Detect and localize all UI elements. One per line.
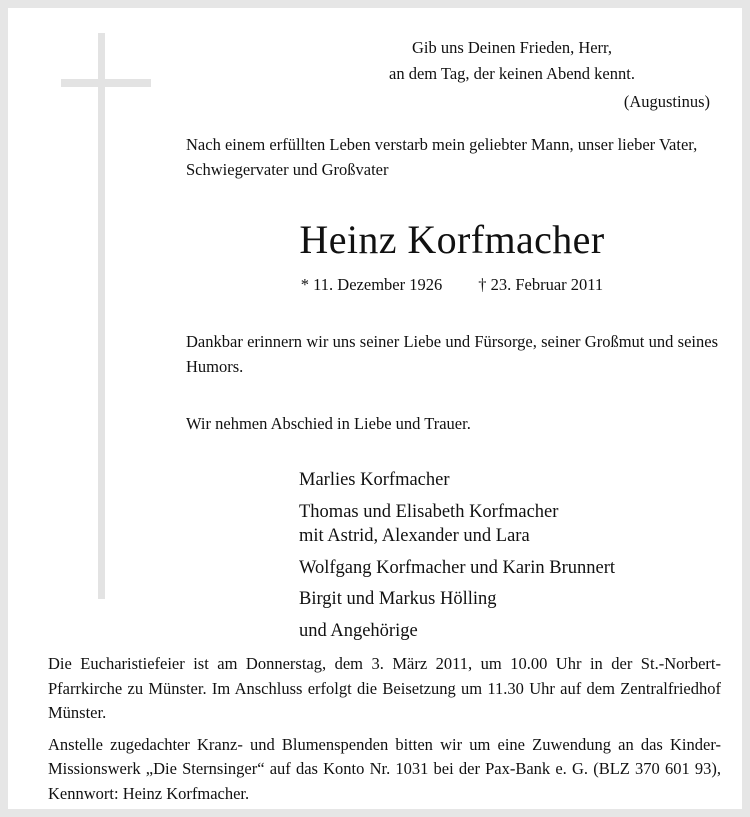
list-item: Wolfgang Korfmacher und Karin Brunnert — [299, 557, 615, 578]
epigraph-line-1: Gib uns Deinen Frieden, Herr, — [411, 38, 613, 57]
epigraph-line-2: an dem Tag, der keinen Abend kennt. — [389, 64, 635, 83]
deceased-name: Heinz Korfmacher — [299, 217, 605, 262]
survivors-list — [186, 436, 718, 644]
farewell-text: Wir nehmen Abschied in Liebe und Trauer. — [186, 414, 471, 433]
obituary-card — [8, 8, 742, 809]
obituary-body — [186, 132, 718, 644]
list-item: mit Astrid, Alexander und Lara — [299, 526, 530, 546]
life-dates — [186, 264, 718, 297]
cross-horizontal-bar — [61, 79, 151, 87]
service-details: Die Eucharistiefeier ist am Donnerstag, dem 3. März 2011, um 10.00 Uhr in der St.-Norbert-Pfarrkirche zu Münster. Im Anschluss erfolgt die Beisetzung um 11.30 Uhr auf dem Zentralfriedhof Münster. — [48, 654, 721, 722]
death-date: † 23. Februar 2011 — [478, 275, 604, 294]
list-item: Birgit und Markus Hölling — [299, 589, 497, 609]
list-item: Marlies Korfmacher — [299, 470, 450, 490]
donation-details: Anstelle zugedachter Kranz- und Blumenspenden bitten wir um eine Zuwendung an das Kinder-Missionswerk „Die Sternsinger“ auf das Konto Nr. 1031 bei der Pax-Bank e. G. (BLZ 370 601 93), Kennwort: Heinz Korfmacher. — [48, 734, 721, 803]
intro-text: Nach einem erfüllten Leben verstarb mein geliebter Mann, unser lieber Vater, Schwiegervater und Großvater — [186, 135, 698, 179]
gratitude-text: Dankbar erinnern wir uns seiner Liebe und Fürsorge, seiner Großmut und seines Humors. — [186, 332, 718, 376]
list-item: und Angehörige — [299, 620, 418, 641]
funeral-details — [48, 652, 721, 806]
epigraph-attribution: (Augustinus) — [623, 92, 710, 111]
birth-date: * 11. Dezember 1926 — [300, 275, 443, 294]
cross-vertical-bar — [98, 33, 105, 599]
cross-graphic — [53, 33, 163, 603]
epigraph-quote — [308, 35, 716, 115]
list-item: Thomas und Elisabeth Korfmacher — [299, 501, 559, 522]
